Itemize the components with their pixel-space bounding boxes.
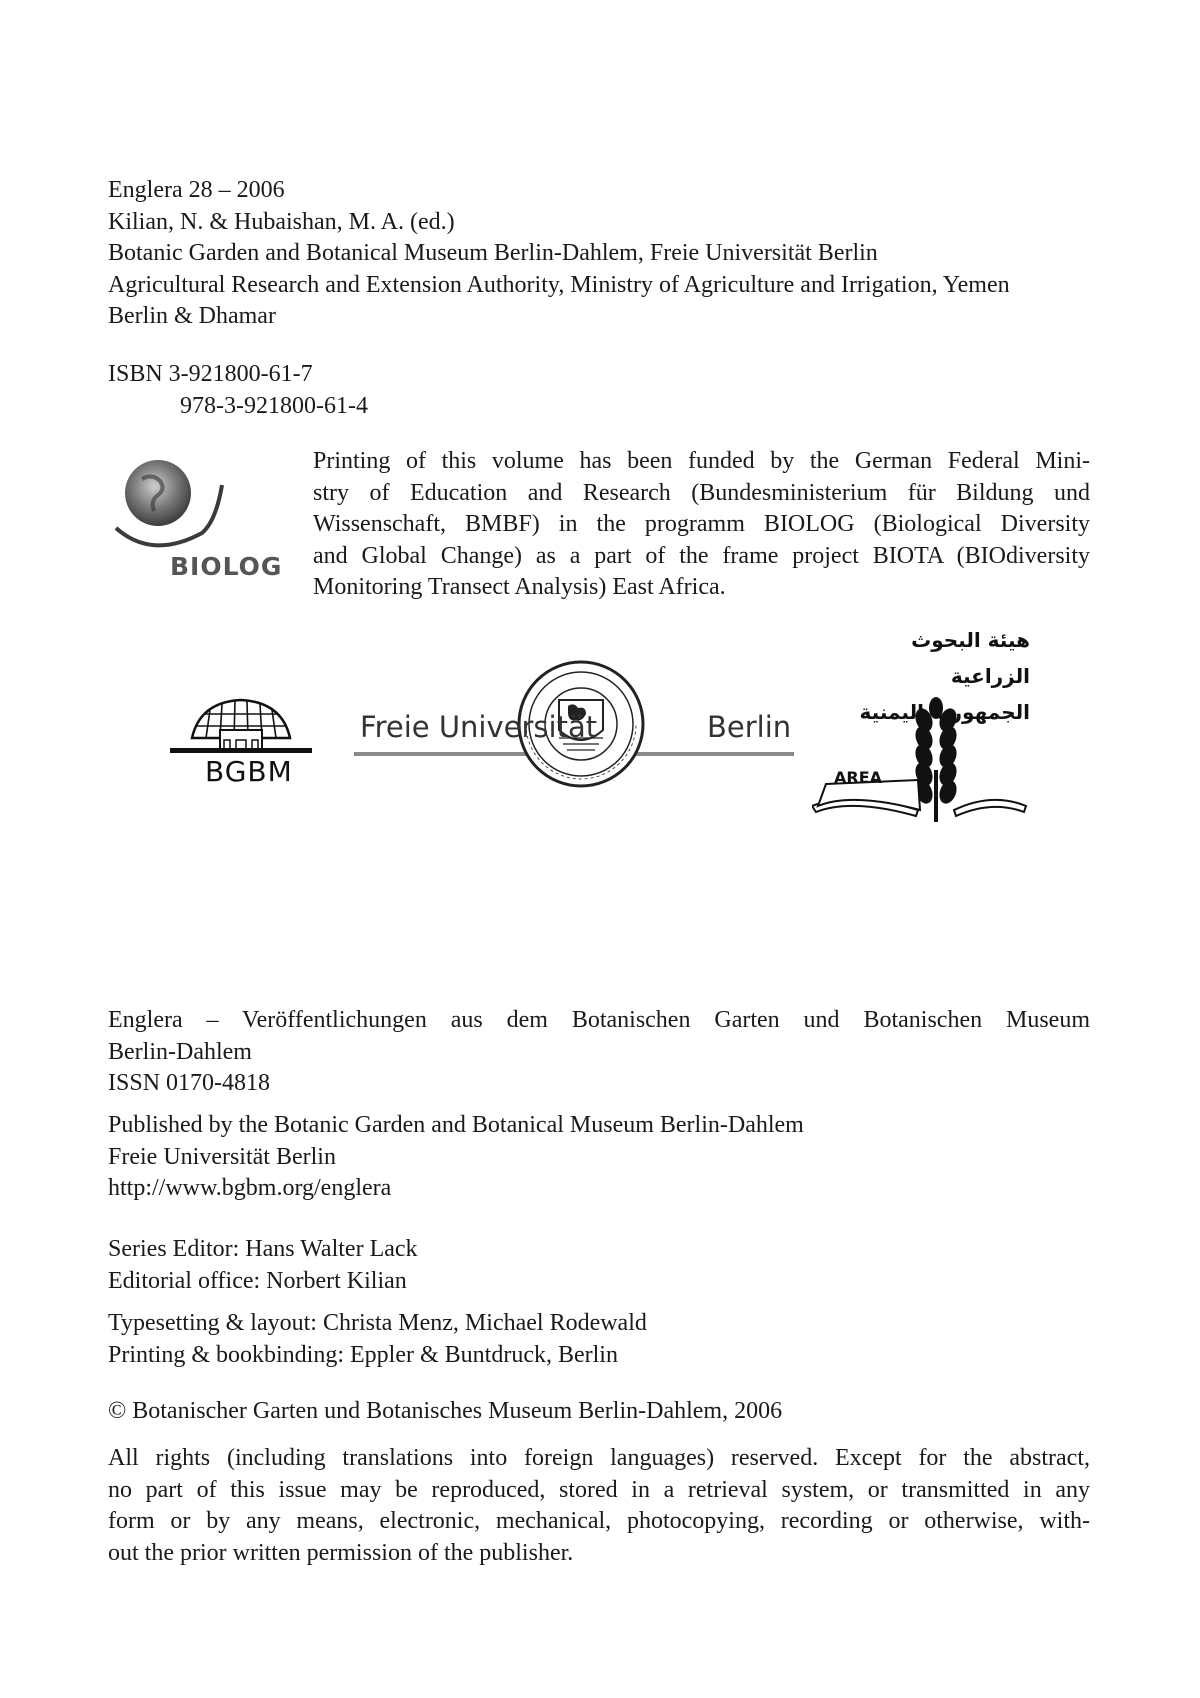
series-editor: Series Editor: Hans Walter Lack xyxy=(108,1236,418,1262)
area-arabic-name xyxy=(830,622,1030,730)
series-place: Berlin-Dahlem xyxy=(108,1038,252,1065)
issn: ISSN 0170-4818 xyxy=(108,1070,271,1096)
area-arabic-line-2: الجمهورية اليمنية xyxy=(859,700,1030,724)
series-title: Englera – Veröffentlichungen aus dem Botanischen Garten und Botanischen Museum xyxy=(108,1007,1090,1033)
copyright-notice: © Botanischer Garten und Botanisches Museum Berlin-Dahlem, 2006 xyxy=(108,1398,783,1424)
publisher-line: Published by the Botanic Garden and Botanical Museum Berlin-Dahlem xyxy=(108,1112,804,1138)
rights-line: form or by any means, electronic, mechanical, photocopying, recording or otherwise, with- xyxy=(108,1508,1090,1534)
publication-header xyxy=(108,175,1090,333)
funding-paragraph xyxy=(313,446,1090,604)
isbn-13: 978-3-921800-61-4 xyxy=(180,392,368,419)
rights-line: All rights (including translations into foreign languages) reserved. Except for the abstract, xyxy=(108,1445,1090,1471)
rights-block xyxy=(108,1443,1090,1569)
editors-block xyxy=(108,1234,1090,1297)
typesetting-credit: Typesetting & layout: Christa Menz, Michael Rodewald xyxy=(108,1310,647,1336)
rights-line: out the prior written permission of the publisher. xyxy=(108,1539,574,1566)
funding-line: stry of Education and Research (Bundesministerium für Bildung und xyxy=(313,479,1090,506)
copyright-block xyxy=(108,1396,1090,1428)
fu-wordmark-left: Freie Universität xyxy=(360,710,598,744)
series-block xyxy=(108,1005,1090,1100)
fu-wordmark-right: Berlin xyxy=(707,710,792,744)
area-arabic-line-1: هيئة البحوث الزراعية xyxy=(911,628,1030,688)
rights-line: no part of this issue may be reproduced, stored in a retrieval system, or transmitted in any xyxy=(108,1476,1090,1503)
publisher-university: Freie Universität Berlin xyxy=(108,1143,336,1170)
funding-line: Monitoring Transect Analysis) East Africa. xyxy=(313,574,726,600)
printing-credit: Printing & bookbinding: Eppler & Buntdruck, Berlin xyxy=(108,1341,618,1368)
publisher-block xyxy=(108,1110,1090,1205)
funding-line: Printing of this volume has been funded by the German Federal Mini- xyxy=(313,448,1090,474)
funding-line: Wissenschaft, BMBF) in the programm BIOLOG (Biological Diversity xyxy=(313,511,1090,537)
isbn-10: ISBN 3-921800-61-7 xyxy=(108,361,313,387)
biolog-wordmark: BIOLOG xyxy=(170,552,283,581)
journal-volume: Englera 28 – 2006 xyxy=(108,177,285,203)
institution-line-2: Agricultural Research and Extension Authority, Ministry of Agriculture and Irrigation, Yemen xyxy=(108,271,1010,298)
bgbm-wordmark: BGBM xyxy=(205,755,293,788)
editors-line: Kilian, N. & Hubaishan, M. A. (ed.) xyxy=(108,208,455,235)
isbn-block xyxy=(108,359,1090,422)
institution-line-1: Botanic Garden and Botanical Museum Berlin-Dahlem, Freie Universität Berlin xyxy=(108,240,878,266)
area-wordmark: AREA xyxy=(834,768,883,787)
publisher-url: http://www.bgbm.org/englera xyxy=(108,1175,392,1201)
editorial-office: Editorial office: Norbert Kilian xyxy=(108,1267,407,1294)
place-line: Berlin & Dhamar xyxy=(108,303,276,329)
production-block xyxy=(108,1308,1090,1371)
funding-line: and Global Change) as a part of the frame project BIOTA (BIOdiversity xyxy=(313,542,1090,569)
